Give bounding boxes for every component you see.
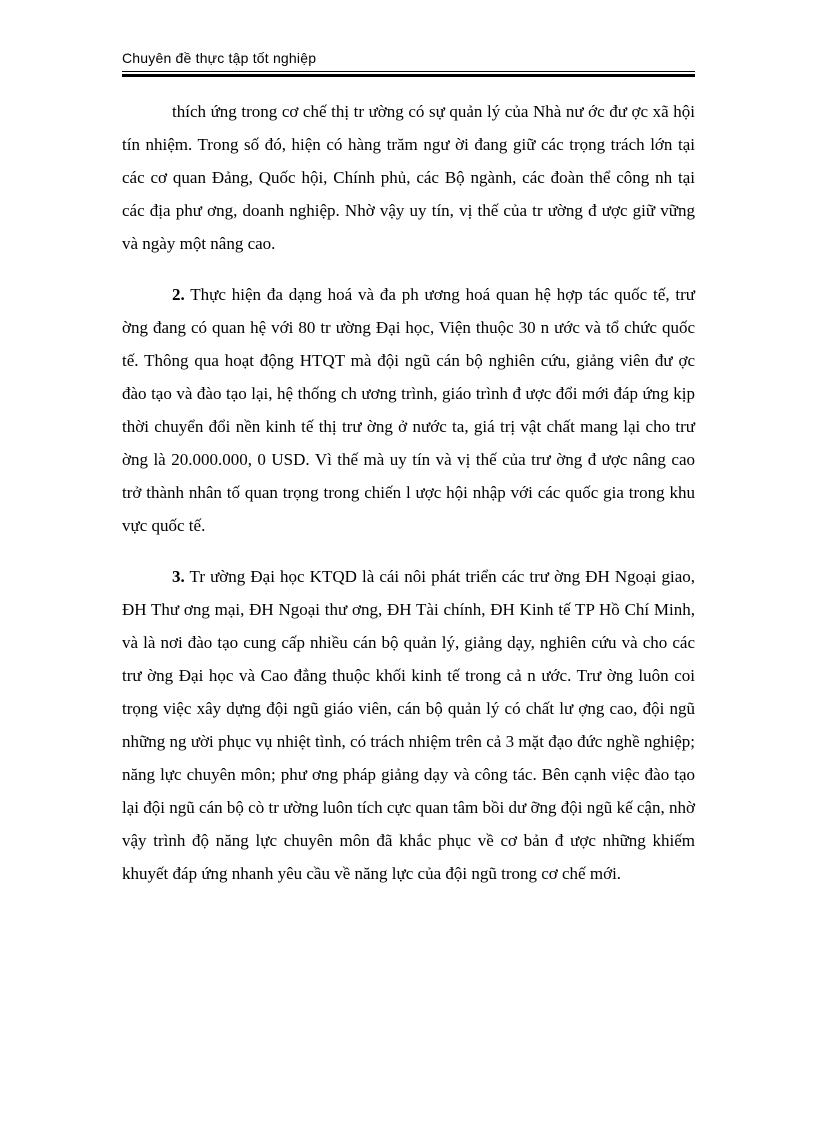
page-header <box>122 49 695 67</box>
paragraph-1-text: thích ứng trong cơ chế thị tr ường có sự quản lý của Nhà nư ớc đư ợc xã hội tín nhiệm. Trong số đó, hiện có hàng trăm ngư ời đang giữ các trọng trách lớn tại các cơ quan Đảng, Quốc hội, Chính phủ, các Bộ ngành, các đoàn thể công nh tại các địa phư ơng, doanh nghiệp. Nhờ vậy uy tín, vị thế của tr ường đ ược giữ vững và ngày một nâng cao. <box>122 102 695 253</box>
header-rule-thick <box>122 74 695 77</box>
paragraph-2 <box>122 278 695 542</box>
header-title: Chuyên đề thực tập tốt nghiệp <box>122 50 317 66</box>
header-rule-thin <box>122 71 695 72</box>
paragraph-2-text: Thực hiện đa dạng hoá và đa ph ương hoá quan hệ hợp tác quốc tế, trư ờng đang có quan hệ với 80 tr ường Đại học, Viện thuộc 30 n ước và tổ chức quốc tế. Thông qua hoạt động HTQT mà đội ngũ cán bộ nghiên cứu, giảng viên đư ợc đào tạo và đào tạo lại, hệ thống ch ương trình, giáo trình đ ược đổi mới đáp ứng kịp thời chuyển đổi nền kinh tế thị trư ờng ở nước ta, giá trị vật chất mang lại cho trư ờng là 20.000.000, 0 USD. Vì thế mà uy tín và vị thế của trư ờng đ ược nâng cao trở thành nhân tố quan trọng trong chiến l ược hội nhập với các quốc gia trong khu vực quốc tế. <box>122 285 695 535</box>
document-body <box>122 95 695 890</box>
paragraph-1 <box>122 95 695 260</box>
paragraph-3-number: 3. <box>172 567 185 586</box>
paragraph-3 <box>122 560 695 890</box>
paragraph-3-text: Tr ường Đại học KTQD là cái nôi phát triển các trư ờng ĐH Ngoại giao, ĐH Thư ơng mại, ĐH Ngoại thư ơng, ĐH Tài chính, ĐH Kinh tế TP Hồ Chí Minh, và là nơi đào tạo cung cấp nhiều cán bộ quản lý, giảng dạy, nghiên cứu và cho các trư ờng Đại học và Cao đẳng thuộc khối kinh tế trong cả n ước. Trư ờng luôn coi trọng việc xây dựng đội ngũ giáo viên, cán bộ quản lý có chất lư ợng cao, đội ngũ những ng ười phục vụ nhiệt tình, có trách nhiệm trên cả 3 mặt đạo đức nghề nghiệp; năng lực chuyên môn; phư ơng pháp giảng dạy và công tác. Bên cạnh việc đào tạo lại đội ngũ cán bộ cò tr ường luôn tích cực quan tâm bồi dư ỡng đội ngũ kế cận, nhờ vậy trình độ năng lực chuyên môn đã khắc phục về cơ bản đ ược những khiếm khuyết đáp ứng nhanh yêu cầu về năng lực của đội ngũ trong cơ chế mới. <box>122 567 695 883</box>
paragraph-2-number: 2. <box>172 285 185 304</box>
